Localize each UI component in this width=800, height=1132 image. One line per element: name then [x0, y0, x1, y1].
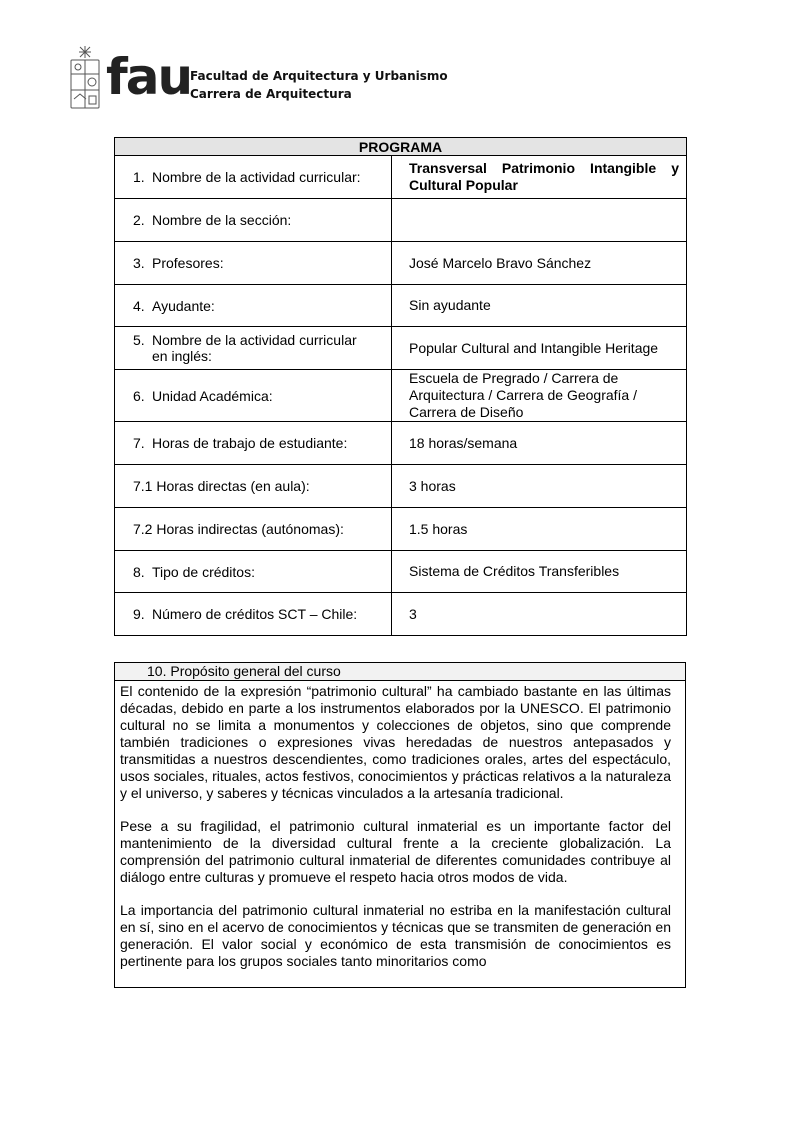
- row-value: 1.5 horas: [392, 508, 687, 551]
- row-value: José Marcelo Bravo Sánchez: [392, 242, 687, 285]
- row-label: Unidad Académica:: [152, 387, 273, 404]
- row-label: Profesores:: [152, 255, 224, 271]
- table-row: [115, 285, 687, 327]
- table-row: [115, 551, 687, 593]
- purpose-paragraph: El contenido de la expresión “patrimonio cultural” ha cambiado bastante en las últimas décadas, debido en parte a los instrumentos elaborados por la UNESCO. El patrimonio cultural no se limita a monumentos y colecciones de objetos, sino que comprende también tradiciones o expresiones vivas heredadas de nuestros antepasados y transmitidas a nuestros descendientes, como tradiciones orales, artes del espectáculo, usos sociales, rituales, actos festivos, conocimientos y prácticas relativos a la naturaleza y el universo, y saberes y técnicas vinculados a la artesanía tradicional.: [120, 683, 671, 801]
- table-row: [115, 156, 687, 199]
- programa-title: PROGRAMA: [115, 138, 687, 156]
- row-value: Transversal Patrimonio Intangible y: [409, 160, 680, 176]
- row-label: Nombre de la actividad curricular:: [152, 169, 361, 185]
- row-number: 7.: [133, 435, 145, 451]
- row-number: 3.: [133, 255, 145, 271]
- row-number: 4.: [133, 297, 145, 314]
- row-value: Arquitectura / Carrera de Geografía /: [409, 387, 637, 403]
- university-crest-icon: [68, 44, 102, 112]
- purpose-heading: 10. Propósito general del curso: [115, 663, 685, 681]
- row-value: 3 horas: [392, 465, 687, 508]
- row-value: Sistema de Créditos Transferibles: [392, 551, 687, 593]
- page-header: [68, 44, 468, 116]
- row-label: 7.1 Horas directas (en aula):: [133, 478, 310, 494]
- row-label: Número de créditos SCT – Chile:: [152, 606, 358, 622]
- table-row: [115, 327, 687, 370]
- row-label: Nombre de la sección:: [152, 212, 292, 228]
- purpose-section: [114, 662, 686, 988]
- table-row: [115, 422, 687, 465]
- programa-table: [114, 137, 687, 636]
- table-row: [115, 199, 687, 242]
- row-value: [392, 199, 687, 242]
- row-number: 9.: [133, 606, 145, 622]
- row-value: Sin ayudante: [392, 285, 687, 327]
- fau-logo-text: fau: [106, 48, 192, 106]
- row-number: 8.: [133, 563, 145, 580]
- row-number: 2.: [133, 212, 145, 228]
- purpose-paragraph: La importancia del patrimonio cultural inmaterial no estriba en la manifestación cultural en sí, sino en el acervo de conocimientos y técnicas que se transmiten de generación en generación. El valor social y económico de esta transmisión de conocimientos es pertinente para los grupos sociales tanto minoritarios como: [120, 902, 671, 969]
- row-value: 3: [392, 593, 687, 636]
- row-label: Horas de trabajo de estudiante:: [152, 435, 348, 451]
- table-row: [115, 370, 687, 422]
- row-label: Tipo de créditos:: [152, 563, 255, 580]
- table-row: [115, 242, 687, 285]
- table-row: [115, 508, 687, 551]
- row-value: 18 horas/semana: [392, 422, 687, 465]
- table-row: [115, 465, 687, 508]
- purpose-paragraph: Pese a su fragilidad, el patrimonio cultural inmaterial es un importante factor del mantenimiento de la diversidad cultural frente a la creciente globalización. La comprensión del patrimonio cultural inmaterial de diferentes comunidades contribuye al diálogo entre culturas y promueve el respeto hacia otros modos de vida.: [120, 818, 671, 885]
- row-number: 5.: [133, 332, 145, 348]
- row-label: en inglés:: [152, 348, 212, 364]
- faculty-name: Facultad de Arquitectura y Urbanismo: [190, 69, 448, 83]
- career-name: Carrera de Arquitectura: [190, 87, 352, 101]
- row-value: Popular Cultural and Intangible Heritage: [392, 327, 687, 370]
- row-label: Nombre de la actividad curricular: [152, 332, 357, 348]
- row-value: Escuela de Pregrado / Carrera de: [409, 370, 619, 386]
- table-row: [115, 593, 687, 636]
- row-number: 6.: [133, 387, 145, 404]
- row-number: 1.: [133, 169, 145, 185]
- row-label: Ayudante:: [152, 297, 215, 314]
- row-value: Carrera de Diseño: [409, 404, 524, 420]
- row-value: Cultural Popular: [409, 177, 518, 193]
- row-label: 7.2 Horas indirectas (autónomas):: [133, 521, 344, 537]
